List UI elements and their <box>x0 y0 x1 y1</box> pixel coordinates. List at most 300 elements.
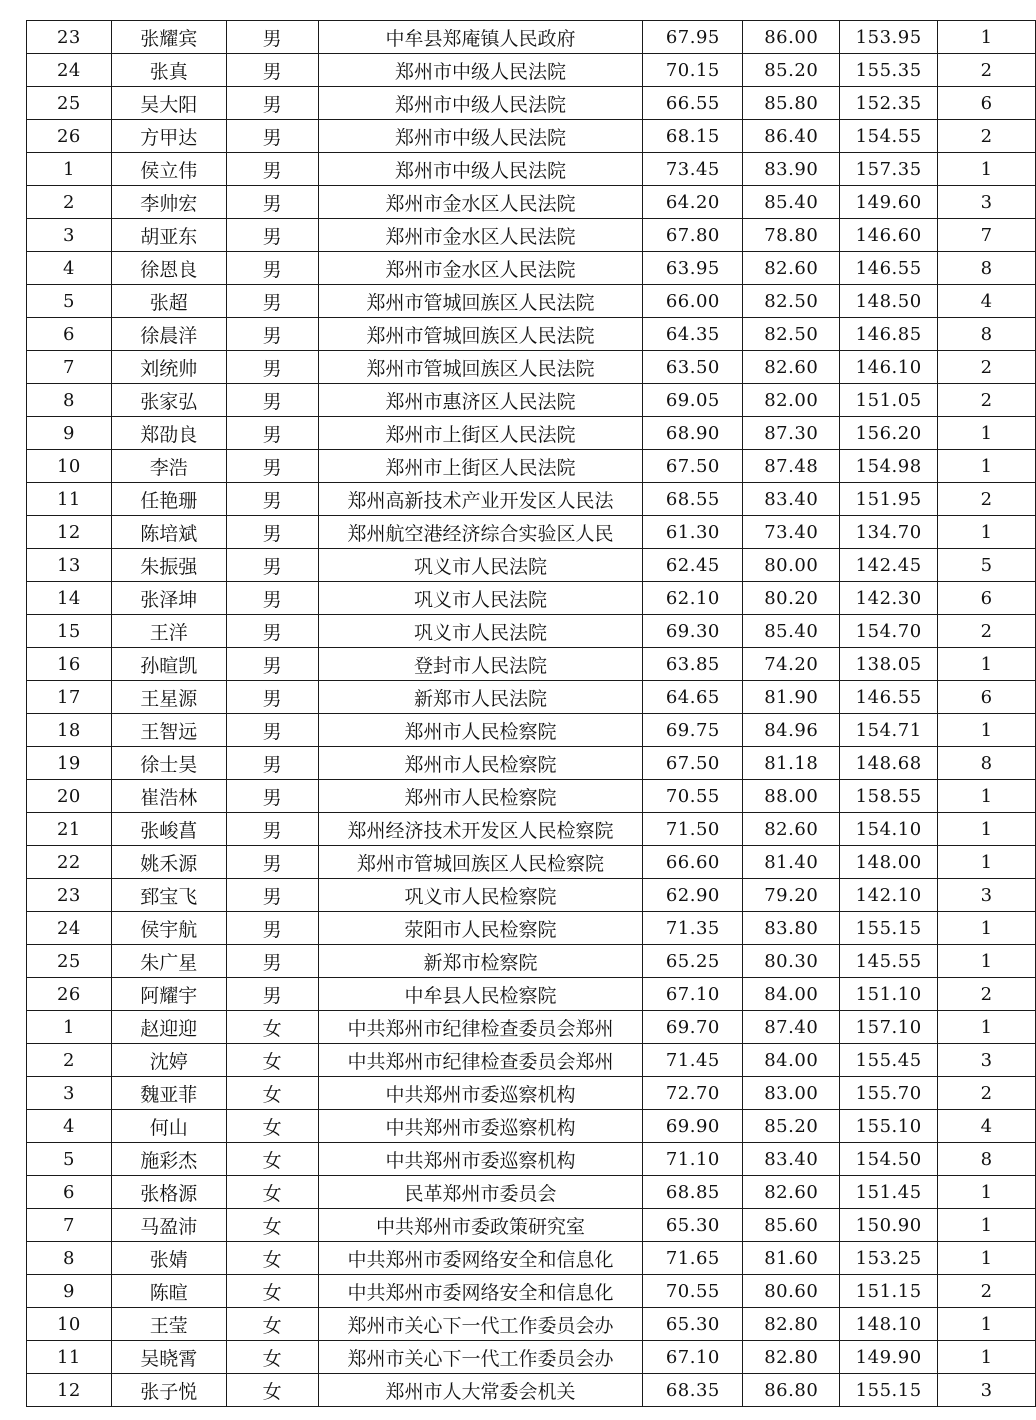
rank-cell: 2 <box>938 483 1036 516</box>
table-row <box>27 1275 1036 1308</box>
candidate-name-cell: 朱广星 <box>111 945 226 978</box>
total-score-cell: 154.71 <box>840 714 938 747</box>
total-score-cell: 148.50 <box>840 285 938 318</box>
employer-unit-cell: 郑州市中级人民法院 <box>318 153 643 186</box>
table-row <box>27 714 1036 747</box>
row-number-cell: 9 <box>27 1275 112 1308</box>
table-row <box>27 978 1036 1011</box>
total-score-cell: 148.00 <box>840 846 938 879</box>
total-score-cell: 134.70 <box>840 516 938 549</box>
interview-score-cell: 82.60 <box>743 351 840 384</box>
gender-cell: 男 <box>226 681 318 714</box>
written-score-cell: 71.45 <box>643 1044 743 1077</box>
rank-cell: 1 <box>938 912 1036 945</box>
interview-score-cell: 82.80 <box>743 1341 840 1374</box>
gender-cell: 女 <box>226 1011 318 1044</box>
row-number-cell: 15 <box>27 615 112 648</box>
row-number-cell: 7 <box>27 1209 112 1242</box>
written-score-cell: 71.10 <box>643 1143 743 1176</box>
rank-cell: 4 <box>938 1110 1036 1143</box>
candidate-name-cell: 姚禾源 <box>111 846 226 879</box>
employer-unit-cell: 郑州市关心下一代工作委员会办 <box>318 1341 643 1374</box>
written-score-cell: 70.15 <box>643 54 743 87</box>
total-score-cell: 154.55 <box>840 120 938 153</box>
interview-score-cell: 83.80 <box>743 912 840 945</box>
total-score-cell: 146.10 <box>840 351 938 384</box>
written-score-cell: 68.35 <box>643 1374 743 1407</box>
employer-unit-cell: 郑州市上街区人民法院 <box>318 417 643 450</box>
table-row <box>27 252 1036 285</box>
interview-score-cell: 87.40 <box>743 1011 840 1044</box>
rank-cell: 6 <box>938 87 1036 120</box>
row-number-cell: 2 <box>27 1044 112 1077</box>
table-row <box>27 450 1036 483</box>
employer-unit-cell: 郑州市中级人民法院 <box>318 120 643 153</box>
row-number-cell: 11 <box>27 1341 112 1374</box>
rank-cell: 8 <box>938 747 1036 780</box>
interview-score-cell: 80.30 <box>743 945 840 978</box>
row-number-cell: 2 <box>27 186 112 219</box>
written-score-cell: 67.10 <box>643 1341 743 1374</box>
employer-unit-cell: 郑州市管城回族区人民法院 <box>318 351 643 384</box>
table-row <box>27 648 1036 681</box>
row-number-cell: 22 <box>27 846 112 879</box>
interview-score-cell: 85.40 <box>743 186 840 219</box>
employer-unit-cell: 荥阳市人民检察院 <box>318 912 643 945</box>
interview-score-cell: 86.40 <box>743 120 840 153</box>
gender-cell: 男 <box>226 582 318 615</box>
employer-unit-cell: 郑州市管城回族区人民法院 <box>318 285 643 318</box>
candidate-name-cell: 任艳珊 <box>111 483 226 516</box>
total-score-cell: 153.95 <box>840 21 938 54</box>
written-score-cell: 68.85 <box>643 1176 743 1209</box>
candidate-name-cell: 沈婷 <box>111 1044 226 1077</box>
candidate-name-cell: 郅宝飞 <box>111 879 226 912</box>
rank-cell: 1 <box>938 21 1036 54</box>
written-score-cell: 62.90 <box>643 879 743 912</box>
row-number-cell: 11 <box>27 483 112 516</box>
table-row <box>27 846 1036 879</box>
total-score-cell: 145.55 <box>840 945 938 978</box>
row-number-cell: 8 <box>27 384 112 417</box>
interview-score-cell: 82.60 <box>743 813 840 846</box>
total-score-cell: 149.90 <box>840 1341 938 1374</box>
employer-unit-cell: 中牟县郑庵镇人民政府 <box>318 21 643 54</box>
rank-cell: 1 <box>938 813 1036 846</box>
rank-cell: 1 <box>938 1011 1036 1044</box>
rank-cell: 1 <box>938 417 1036 450</box>
table-row <box>27 1077 1036 1110</box>
employer-unit-cell: 中共郑州市委巡察机构 <box>318 1110 643 1143</box>
written-score-cell: 65.30 <box>643 1209 743 1242</box>
rank-cell: 2 <box>938 1275 1036 1308</box>
row-number-cell: 5 <box>27 1143 112 1176</box>
row-number-cell: 6 <box>27 1176 112 1209</box>
table-row <box>27 1110 1036 1143</box>
gender-cell: 女 <box>226 1308 318 1341</box>
written-score-cell: 68.15 <box>643 120 743 153</box>
gender-cell: 女 <box>226 1242 318 1275</box>
written-score-cell: 64.65 <box>643 681 743 714</box>
interview-score-cell: 85.60 <box>743 1209 840 1242</box>
candidate-name-cell: 王星源 <box>111 681 226 714</box>
interview-score-cell: 82.60 <box>743 1176 840 1209</box>
written-score-cell: 63.85 <box>643 648 743 681</box>
rank-cell: 8 <box>938 252 1036 285</box>
rank-cell: 1 <box>938 153 1036 186</box>
row-number-cell: 25 <box>27 945 112 978</box>
rank-cell: 1 <box>938 780 1036 813</box>
table-row <box>27 87 1036 120</box>
rank-cell: 2 <box>938 54 1036 87</box>
gender-cell: 女 <box>226 1077 318 1110</box>
written-score-cell: 64.20 <box>643 186 743 219</box>
interview-score-cell: 82.50 <box>743 318 840 351</box>
total-score-cell: 155.70 <box>840 1077 938 1110</box>
written-score-cell: 65.25 <box>643 945 743 978</box>
employer-unit-cell: 中共郑州市委网络安全和信息化 <box>318 1242 643 1275</box>
candidate-name-cell: 李帅宏 <box>111 186 226 219</box>
gender-cell: 男 <box>226 450 318 483</box>
written-score-cell: 67.95 <box>643 21 743 54</box>
employer-unit-cell: 郑州市中级人民法院 <box>318 54 643 87</box>
row-number-cell: 19 <box>27 747 112 780</box>
candidate-name-cell: 张家弘 <box>111 384 226 417</box>
gender-cell: 女 <box>226 1176 318 1209</box>
row-number-cell: 17 <box>27 681 112 714</box>
total-score-cell: 149.60 <box>840 186 938 219</box>
interview-score-cell: 85.20 <box>743 1110 840 1143</box>
written-score-cell: 71.35 <box>643 912 743 945</box>
candidate-name-cell: 张婧 <box>111 1242 226 1275</box>
table-row <box>27 351 1036 384</box>
employer-unit-cell: 巩义市人民法院 <box>318 615 643 648</box>
gender-cell: 男 <box>226 252 318 285</box>
row-number-cell: 3 <box>27 1077 112 1110</box>
table-row <box>27 813 1036 846</box>
rank-cell: 2 <box>938 120 1036 153</box>
total-score-cell: 155.15 <box>840 912 938 945</box>
employer-unit-cell: 登封市人民法院 <box>318 648 643 681</box>
interview-score-cell: 74.20 <box>743 648 840 681</box>
gender-cell: 男 <box>226 384 318 417</box>
row-number-cell: 4 <box>27 252 112 285</box>
total-score-cell: 155.45 <box>840 1044 938 1077</box>
row-number-cell: 24 <box>27 54 112 87</box>
written-score-cell: 69.75 <box>643 714 743 747</box>
gender-cell: 男 <box>226 879 318 912</box>
table-row <box>27 681 1036 714</box>
table-row <box>27 549 1036 582</box>
gender-cell: 男 <box>226 648 318 681</box>
gender-cell: 男 <box>226 945 318 978</box>
interview-score-cell: 87.48 <box>743 450 840 483</box>
table-row <box>27 879 1036 912</box>
candidate-name-cell: 陈培斌 <box>111 516 226 549</box>
interview-score-cell: 84.00 <box>743 1044 840 1077</box>
row-number-cell: 4 <box>27 1110 112 1143</box>
rank-cell: 1 <box>938 1341 1036 1374</box>
interview-score-cell: 81.40 <box>743 846 840 879</box>
written-score-cell: 68.55 <box>643 483 743 516</box>
gender-cell: 男 <box>226 351 318 384</box>
gender-cell: 女 <box>226 1143 318 1176</box>
table-row <box>27 912 1036 945</box>
candidate-name-cell: 徐恩良 <box>111 252 226 285</box>
gender-cell: 男 <box>226 516 318 549</box>
interview-score-cell: 79.20 <box>743 879 840 912</box>
employer-unit-cell: 民革郑州市委员会 <box>318 1176 643 1209</box>
gender-cell: 男 <box>226 219 318 252</box>
rank-cell: 2 <box>938 384 1036 417</box>
written-score-cell: 66.55 <box>643 87 743 120</box>
candidate-name-cell: 徐士昊 <box>111 747 226 780</box>
total-score-cell: 138.05 <box>840 648 938 681</box>
candidate-name-cell: 吴大阳 <box>111 87 226 120</box>
interview-score-cell: 85.20 <box>743 54 840 87</box>
candidate-name-cell: 张耀宾 <box>111 21 226 54</box>
table-row <box>27 219 1036 252</box>
table-row <box>27 384 1036 417</box>
rank-cell: 1 <box>938 1176 1036 1209</box>
written-score-cell: 73.45 <box>643 153 743 186</box>
total-score-cell: 151.95 <box>840 483 938 516</box>
employer-unit-cell: 中共郑州市委网络安全和信息化 <box>318 1275 643 1308</box>
gender-cell: 男 <box>226 483 318 516</box>
candidate-name-cell: 李浩 <box>111 450 226 483</box>
rank-cell: 8 <box>938 1143 1036 1176</box>
interview-score-cell: 86.80 <box>743 1374 840 1407</box>
written-score-cell: 66.00 <box>643 285 743 318</box>
candidate-name-cell: 张真 <box>111 54 226 87</box>
table-row <box>27 1143 1036 1176</box>
row-number-cell: 6 <box>27 318 112 351</box>
interview-score-cell: 82.60 <box>743 252 840 285</box>
written-score-cell: 68.90 <box>643 417 743 450</box>
gender-cell: 男 <box>226 549 318 582</box>
total-score-cell: 150.90 <box>840 1209 938 1242</box>
row-number-cell: 1 <box>27 1011 112 1044</box>
written-score-cell: 64.35 <box>643 318 743 351</box>
row-number-cell: 13 <box>27 549 112 582</box>
rank-cell: 3 <box>938 186 1036 219</box>
total-score-cell: 146.60 <box>840 219 938 252</box>
interview-score-cell: 81.60 <box>743 1242 840 1275</box>
table-row <box>27 318 1036 351</box>
candidate-name-cell: 朱振强 <box>111 549 226 582</box>
candidate-name-cell: 方甲达 <box>111 120 226 153</box>
written-score-cell: 70.55 <box>643 780 743 813</box>
interview-score-cell: 85.40 <box>743 615 840 648</box>
employer-unit-cell: 郑州市惠济区人民法院 <box>318 384 643 417</box>
interview-score-cell: 86.00 <box>743 21 840 54</box>
interview-score-cell: 81.18 <box>743 747 840 780</box>
row-number-cell: 25 <box>27 87 112 120</box>
table-row <box>27 153 1036 186</box>
rank-cell: 1 <box>938 1242 1036 1275</box>
row-number-cell: 23 <box>27 879 112 912</box>
candidate-name-cell: 侯宇航 <box>111 912 226 945</box>
total-score-cell: 146.85 <box>840 318 938 351</box>
interview-score-cell: 82.50 <box>743 285 840 318</box>
total-score-cell: 156.20 <box>840 417 938 450</box>
table-row <box>27 582 1036 615</box>
table-row <box>27 21 1036 54</box>
rank-cell: 1 <box>938 945 1036 978</box>
table-row <box>27 747 1036 780</box>
candidate-name-cell: 马盈沛 <box>111 1209 226 1242</box>
interview-score-cell: 84.00 <box>743 978 840 1011</box>
written-score-cell: 67.80 <box>643 219 743 252</box>
row-number-cell: 24 <box>27 912 112 945</box>
total-score-cell: 142.45 <box>840 549 938 582</box>
written-score-cell: 61.30 <box>643 516 743 549</box>
table-row <box>27 54 1036 87</box>
rank-cell: 1 <box>938 450 1036 483</box>
gender-cell: 男 <box>226 153 318 186</box>
gender-cell: 男 <box>226 285 318 318</box>
gender-cell: 男 <box>226 186 318 219</box>
rank-cell: 2 <box>938 351 1036 384</box>
rank-cell: 3 <box>938 1374 1036 1407</box>
employer-unit-cell: 郑州经济技术开发区人民检察院 <box>318 813 643 846</box>
table-row <box>27 1011 1036 1044</box>
candidate-name-cell: 魏亚菲 <box>111 1077 226 1110</box>
gender-cell: 男 <box>226 54 318 87</box>
rank-cell: 7 <box>938 219 1036 252</box>
written-score-cell: 69.30 <box>643 615 743 648</box>
total-score-cell: 155.10 <box>840 1110 938 1143</box>
candidate-name-cell: 王莹 <box>111 1308 226 1341</box>
table-row <box>27 1242 1036 1275</box>
interview-score-cell: 83.90 <box>743 153 840 186</box>
interview-score-cell: 80.60 <box>743 1275 840 1308</box>
row-number-cell: 8 <box>27 1242 112 1275</box>
table-row <box>27 1044 1036 1077</box>
employer-unit-cell: 中共郑州市纪律检查委员会郑州 <box>318 1044 643 1077</box>
rank-cell: 4 <box>938 285 1036 318</box>
row-number-cell: 7 <box>27 351 112 384</box>
total-score-cell: 153.25 <box>840 1242 938 1275</box>
candidate-name-cell: 张泽坤 <box>111 582 226 615</box>
table-row <box>27 780 1036 813</box>
gender-cell: 男 <box>226 978 318 1011</box>
written-score-cell: 72.70 <box>643 1077 743 1110</box>
table-row <box>27 1209 1036 1242</box>
row-number-cell: 14 <box>27 582 112 615</box>
row-number-cell: 12 <box>27 516 112 549</box>
table-row <box>27 945 1036 978</box>
gender-cell: 男 <box>226 87 318 120</box>
rank-cell: 3 <box>938 879 1036 912</box>
total-score-cell: 154.10 <box>840 813 938 846</box>
candidate-name-cell: 陈暄 <box>111 1275 226 1308</box>
total-score-cell: 155.15 <box>840 1374 938 1407</box>
row-number-cell: 10 <box>27 450 112 483</box>
row-number-cell: 18 <box>27 714 112 747</box>
employer-unit-cell: 新郑市检察院 <box>318 945 643 978</box>
table-row <box>27 1176 1036 1209</box>
rank-cell: 1 <box>938 846 1036 879</box>
written-score-cell: 65.30 <box>643 1308 743 1341</box>
employer-unit-cell: 郑州市金水区人民法院 <box>318 186 643 219</box>
employer-unit-cell: 郑州市管城回族区人民检察院 <box>318 846 643 879</box>
rank-cell: 2 <box>938 615 1036 648</box>
employer-unit-cell: 郑州高新技术产业开发区人民法 <box>318 483 643 516</box>
candidate-name-cell: 侯立伟 <box>111 153 226 186</box>
gender-cell: 男 <box>226 780 318 813</box>
gender-cell: 男 <box>226 846 318 879</box>
candidate-name-cell: 王洋 <box>111 615 226 648</box>
row-number-cell: 5 <box>27 285 112 318</box>
employer-unit-cell: 郑州市中级人民法院 <box>318 87 643 120</box>
gender-cell: 女 <box>226 1374 318 1407</box>
total-score-cell: 157.10 <box>840 1011 938 1044</box>
candidate-name-cell: 施彩杰 <box>111 1143 226 1176</box>
candidate-name-cell: 何山 <box>111 1110 226 1143</box>
gender-cell: 男 <box>226 813 318 846</box>
interview-score-cell: 84.96 <box>743 714 840 747</box>
candidate-name-cell: 郑劭良 <box>111 417 226 450</box>
employer-unit-cell: 郑州市人民检察院 <box>318 780 643 813</box>
table-row <box>27 1341 1036 1374</box>
row-number-cell: 16 <box>27 648 112 681</box>
table-row <box>27 1374 1036 1407</box>
rank-cell: 2 <box>938 978 1036 1011</box>
employer-unit-cell: 中共郑州市委巡察机构 <box>318 1077 643 1110</box>
candidate-name-cell: 胡亚东 <box>111 219 226 252</box>
total-score-cell: 158.55 <box>840 780 938 813</box>
employer-unit-cell: 中共郑州市委政策研究室 <box>318 1209 643 1242</box>
total-score-cell: 152.35 <box>840 87 938 120</box>
interview-score-cell: 81.90 <box>743 681 840 714</box>
row-number-cell: 1 <box>27 153 112 186</box>
written-score-cell: 67.50 <box>643 450 743 483</box>
employer-unit-cell: 郑州市金水区人民法院 <box>318 252 643 285</box>
rank-cell: 2 <box>938 1077 1036 1110</box>
interview-score-cell: 80.00 <box>743 549 840 582</box>
written-score-cell: 62.10 <box>643 582 743 615</box>
gender-cell: 男 <box>226 21 318 54</box>
employer-unit-cell: 巩义市人民法院 <box>318 582 643 615</box>
gender-cell: 女 <box>226 1341 318 1374</box>
written-score-cell: 63.95 <box>643 252 743 285</box>
employer-unit-cell: 中牟县人民检察院 <box>318 978 643 1011</box>
employer-unit-cell: 郑州市关心下一代工作委员会办 <box>318 1308 643 1341</box>
employer-unit-cell: 巩义市人民法院 <box>318 549 643 582</box>
total-score-cell: 151.05 <box>840 384 938 417</box>
employer-unit-cell: 郑州市人大常委会机关 <box>318 1374 643 1407</box>
candidate-name-cell: 赵迎迎 <box>111 1011 226 1044</box>
employer-unit-cell: 郑州市人民检察院 <box>318 747 643 780</box>
score-table <box>26 20 1036 1407</box>
gender-cell: 男 <box>226 912 318 945</box>
total-score-cell: 146.55 <box>840 681 938 714</box>
written-score-cell: 69.70 <box>643 1011 743 1044</box>
rank-cell: 6 <box>938 681 1036 714</box>
total-score-cell: 148.10 <box>840 1308 938 1341</box>
row-number-cell: 23 <box>27 21 112 54</box>
table-row <box>27 186 1036 219</box>
candidate-name-cell: 张子悦 <box>111 1374 226 1407</box>
written-score-cell: 71.65 <box>643 1242 743 1275</box>
interview-score-cell: 83.00 <box>743 1077 840 1110</box>
employer-unit-cell: 郑州市上街区人民法院 <box>318 450 643 483</box>
interview-score-cell: 87.30 <box>743 417 840 450</box>
rank-cell: 1 <box>938 1308 1036 1341</box>
interview-score-cell: 82.00 <box>743 384 840 417</box>
interview-score-cell: 88.00 <box>743 780 840 813</box>
